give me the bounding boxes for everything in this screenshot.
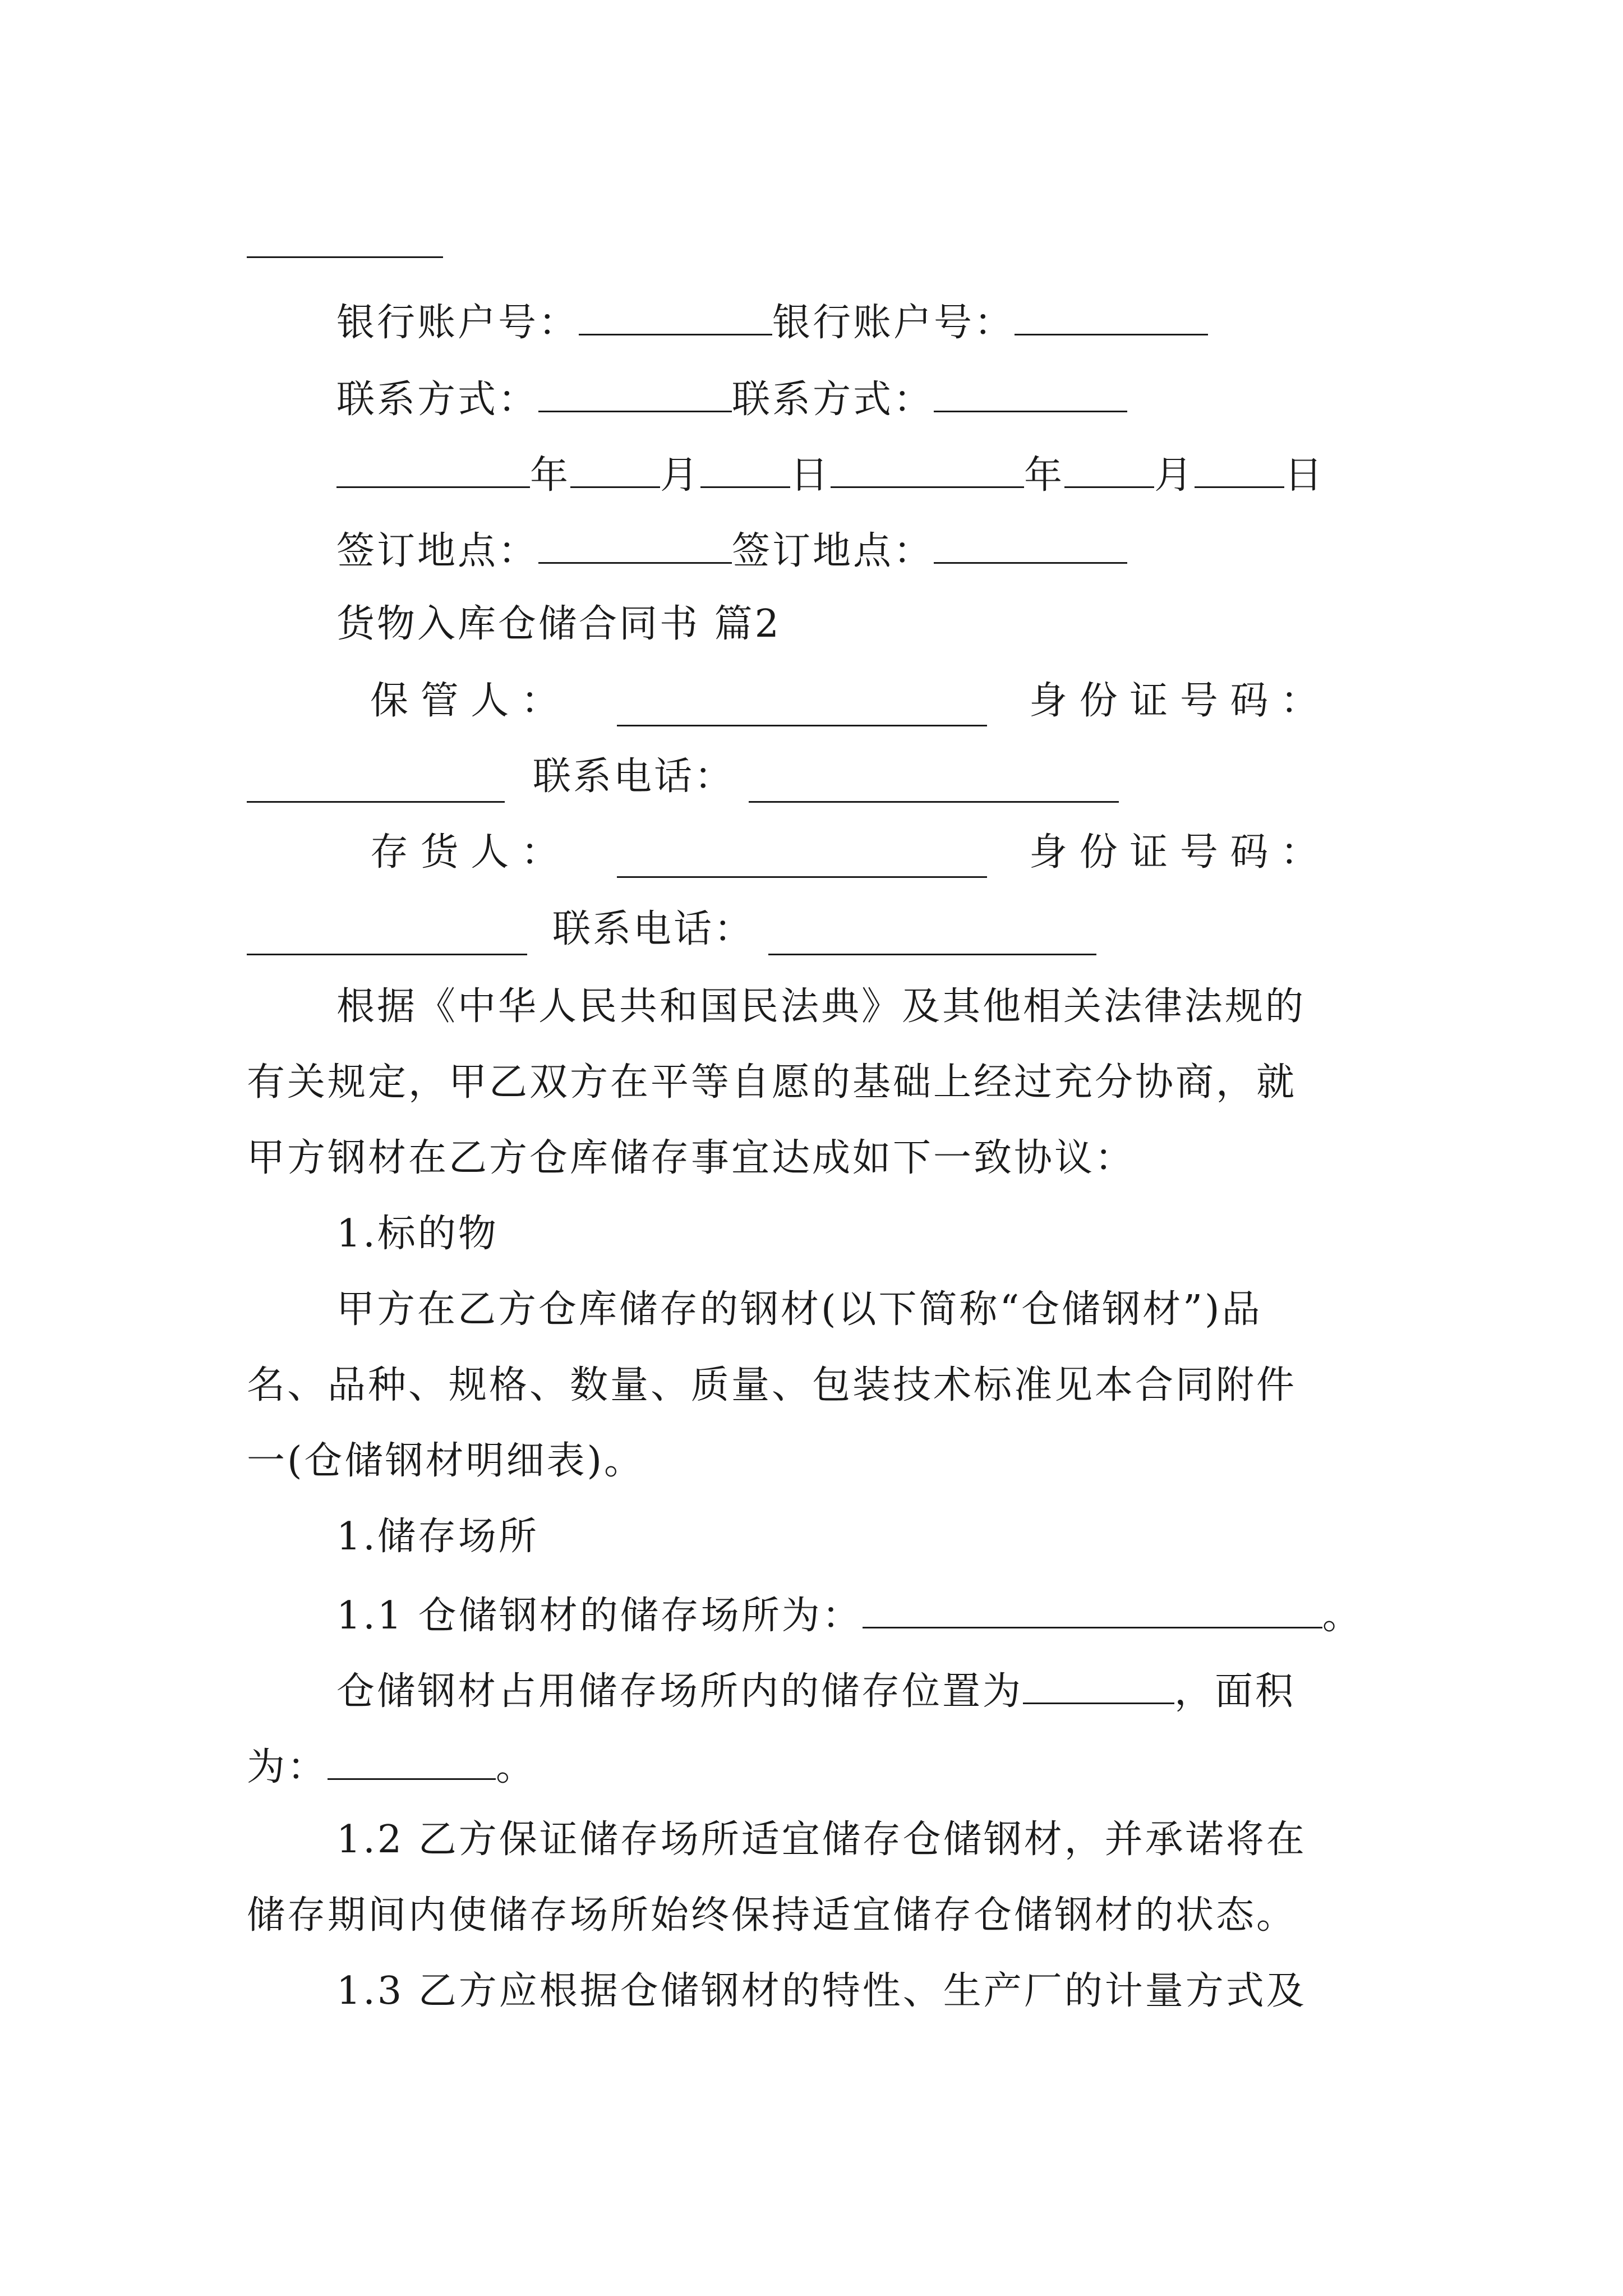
position-blank <box>1023 1663 1174 1704</box>
sign-place-row <box>336 523 1127 577</box>
intro-line-1: 根据《中华人民共和国民法典》及其他相关法律法规的 <box>336 984 1306 1029</box>
top-blank-line <box>247 256 443 258</box>
contact-blank-b <box>934 371 1127 412</box>
object-line-3: 一(仓储钢材明细表)。 <box>247 1439 645 1483</box>
bank-account-label-a: 银行账户号： <box>336 301 579 345</box>
day-blank-b <box>1195 447 1284 488</box>
clause-1-1-row <box>336 1588 1363 1641</box>
sign-place-blank-a <box>538 523 732 564</box>
object-line-2: 名、品种、规格、数量、质量、包装技术标准见本合同附件 <box>247 1363 1297 1407</box>
keeper-phone-label: 联系电话： <box>533 754 735 799</box>
clause-1-1-text: 1.1 仓储钢材的储存场所为： <box>336 1594 863 1638</box>
keeper-id-blank <box>247 762 505 803</box>
bank-account-blank-a <box>579 295 772 335</box>
sign-place-blank-b <box>934 523 1127 564</box>
clause-1-2-line-2: 储存期间内使储存场所始终保持适宜储存仓储钢材的状态。 <box>247 1893 1297 1938</box>
year-blank-b <box>831 447 1024 488</box>
month-label-b: 月 <box>1154 453 1195 498</box>
day-blank-a <box>700 447 790 488</box>
contact-label-b: 联系方式： <box>732 378 934 422</box>
clause-1-1-end: 。 <box>1322 1594 1363 1638</box>
keeper-name-blank <box>617 685 987 726</box>
contact-label-a: 联系方式： <box>336 378 539 422</box>
contact-blank-a <box>538 371 732 412</box>
year-label-b: 年 <box>1024 453 1065 498</box>
depositor-id-label: 身 份 证 号 码 ： <box>1029 830 1319 875</box>
contact-row <box>336 371 1127 425</box>
clause-1-2-line-1: 1.2 乙方保证储存场所适宜储存仓储钢材，并承诺将在 <box>336 1818 1307 1862</box>
month-blank-b <box>1064 447 1154 488</box>
depositor-label: 存 货 人 ： <box>370 830 559 875</box>
position-row <box>336 1663 1295 1717</box>
storage-place-blank <box>863 1588 1322 1628</box>
section-title: 货物入库仓储合同书 篇2 <box>336 602 781 646</box>
day-label-a: 日 <box>790 453 831 498</box>
depositor-id-blank <box>247 914 527 955</box>
depositor-phone-blank <box>768 914 1096 955</box>
sign-place-label-a: 签订地点： <box>336 529 539 573</box>
day-label-b: 日 <box>1284 453 1325 498</box>
area-label: 为： <box>247 1745 328 1789</box>
keeper-label: 保 管 人 ： <box>370 679 559 723</box>
month-label-a: 月 <box>660 453 701 498</box>
intro-line-3: 甲方钢材在乙方仓库储存事宜达成如下一致协议： <box>247 1136 1136 1180</box>
bank-account-row <box>336 295 1208 348</box>
intro-line-2: 有关规定，甲乙双方在平等自愿的基础上经过充分协商，就 <box>247 1060 1297 1105</box>
keeper-id-label: 身 份 证 号 码 ： <box>1029 679 1319 723</box>
bank-account-blank-b <box>1015 295 1208 335</box>
clause-1-3-line-1: 1.3 乙方应根据仓储钢材的特性、生产厂的计量方式及 <box>336 1969 1307 2013</box>
keeper-phone-blank <box>749 762 1119 803</box>
area-row <box>247 1739 536 1793</box>
month-blank-a <box>570 447 660 488</box>
date-row <box>336 447 1325 501</box>
position-text: 仓储钢材占用储存场所内的储存位置为 <box>336 1669 1023 1714</box>
heading-subject-matter: 1.标的物 <box>336 1212 499 1256</box>
year-blank-a <box>336 447 530 488</box>
depositor-name-blank <box>617 837 987 878</box>
position-area-label: ，面积 <box>1174 1669 1296 1714</box>
heading-storage-place: 1.储存场所 <box>336 1515 539 1559</box>
area-end: 。 <box>496 1745 537 1789</box>
sign-place-label-b: 签订地点： <box>732 529 934 573</box>
bank-account-label-b: 银行账户号： <box>772 301 1015 345</box>
year-label-a: 年 <box>530 453 571 498</box>
depositor-phone-label: 联系电话： <box>552 907 755 951</box>
area-blank <box>328 1739 496 1780</box>
object-line-1: 甲方在乙方仓库储存的钢材(以下简称“仓储钢材”)品 <box>336 1287 1262 1332</box>
